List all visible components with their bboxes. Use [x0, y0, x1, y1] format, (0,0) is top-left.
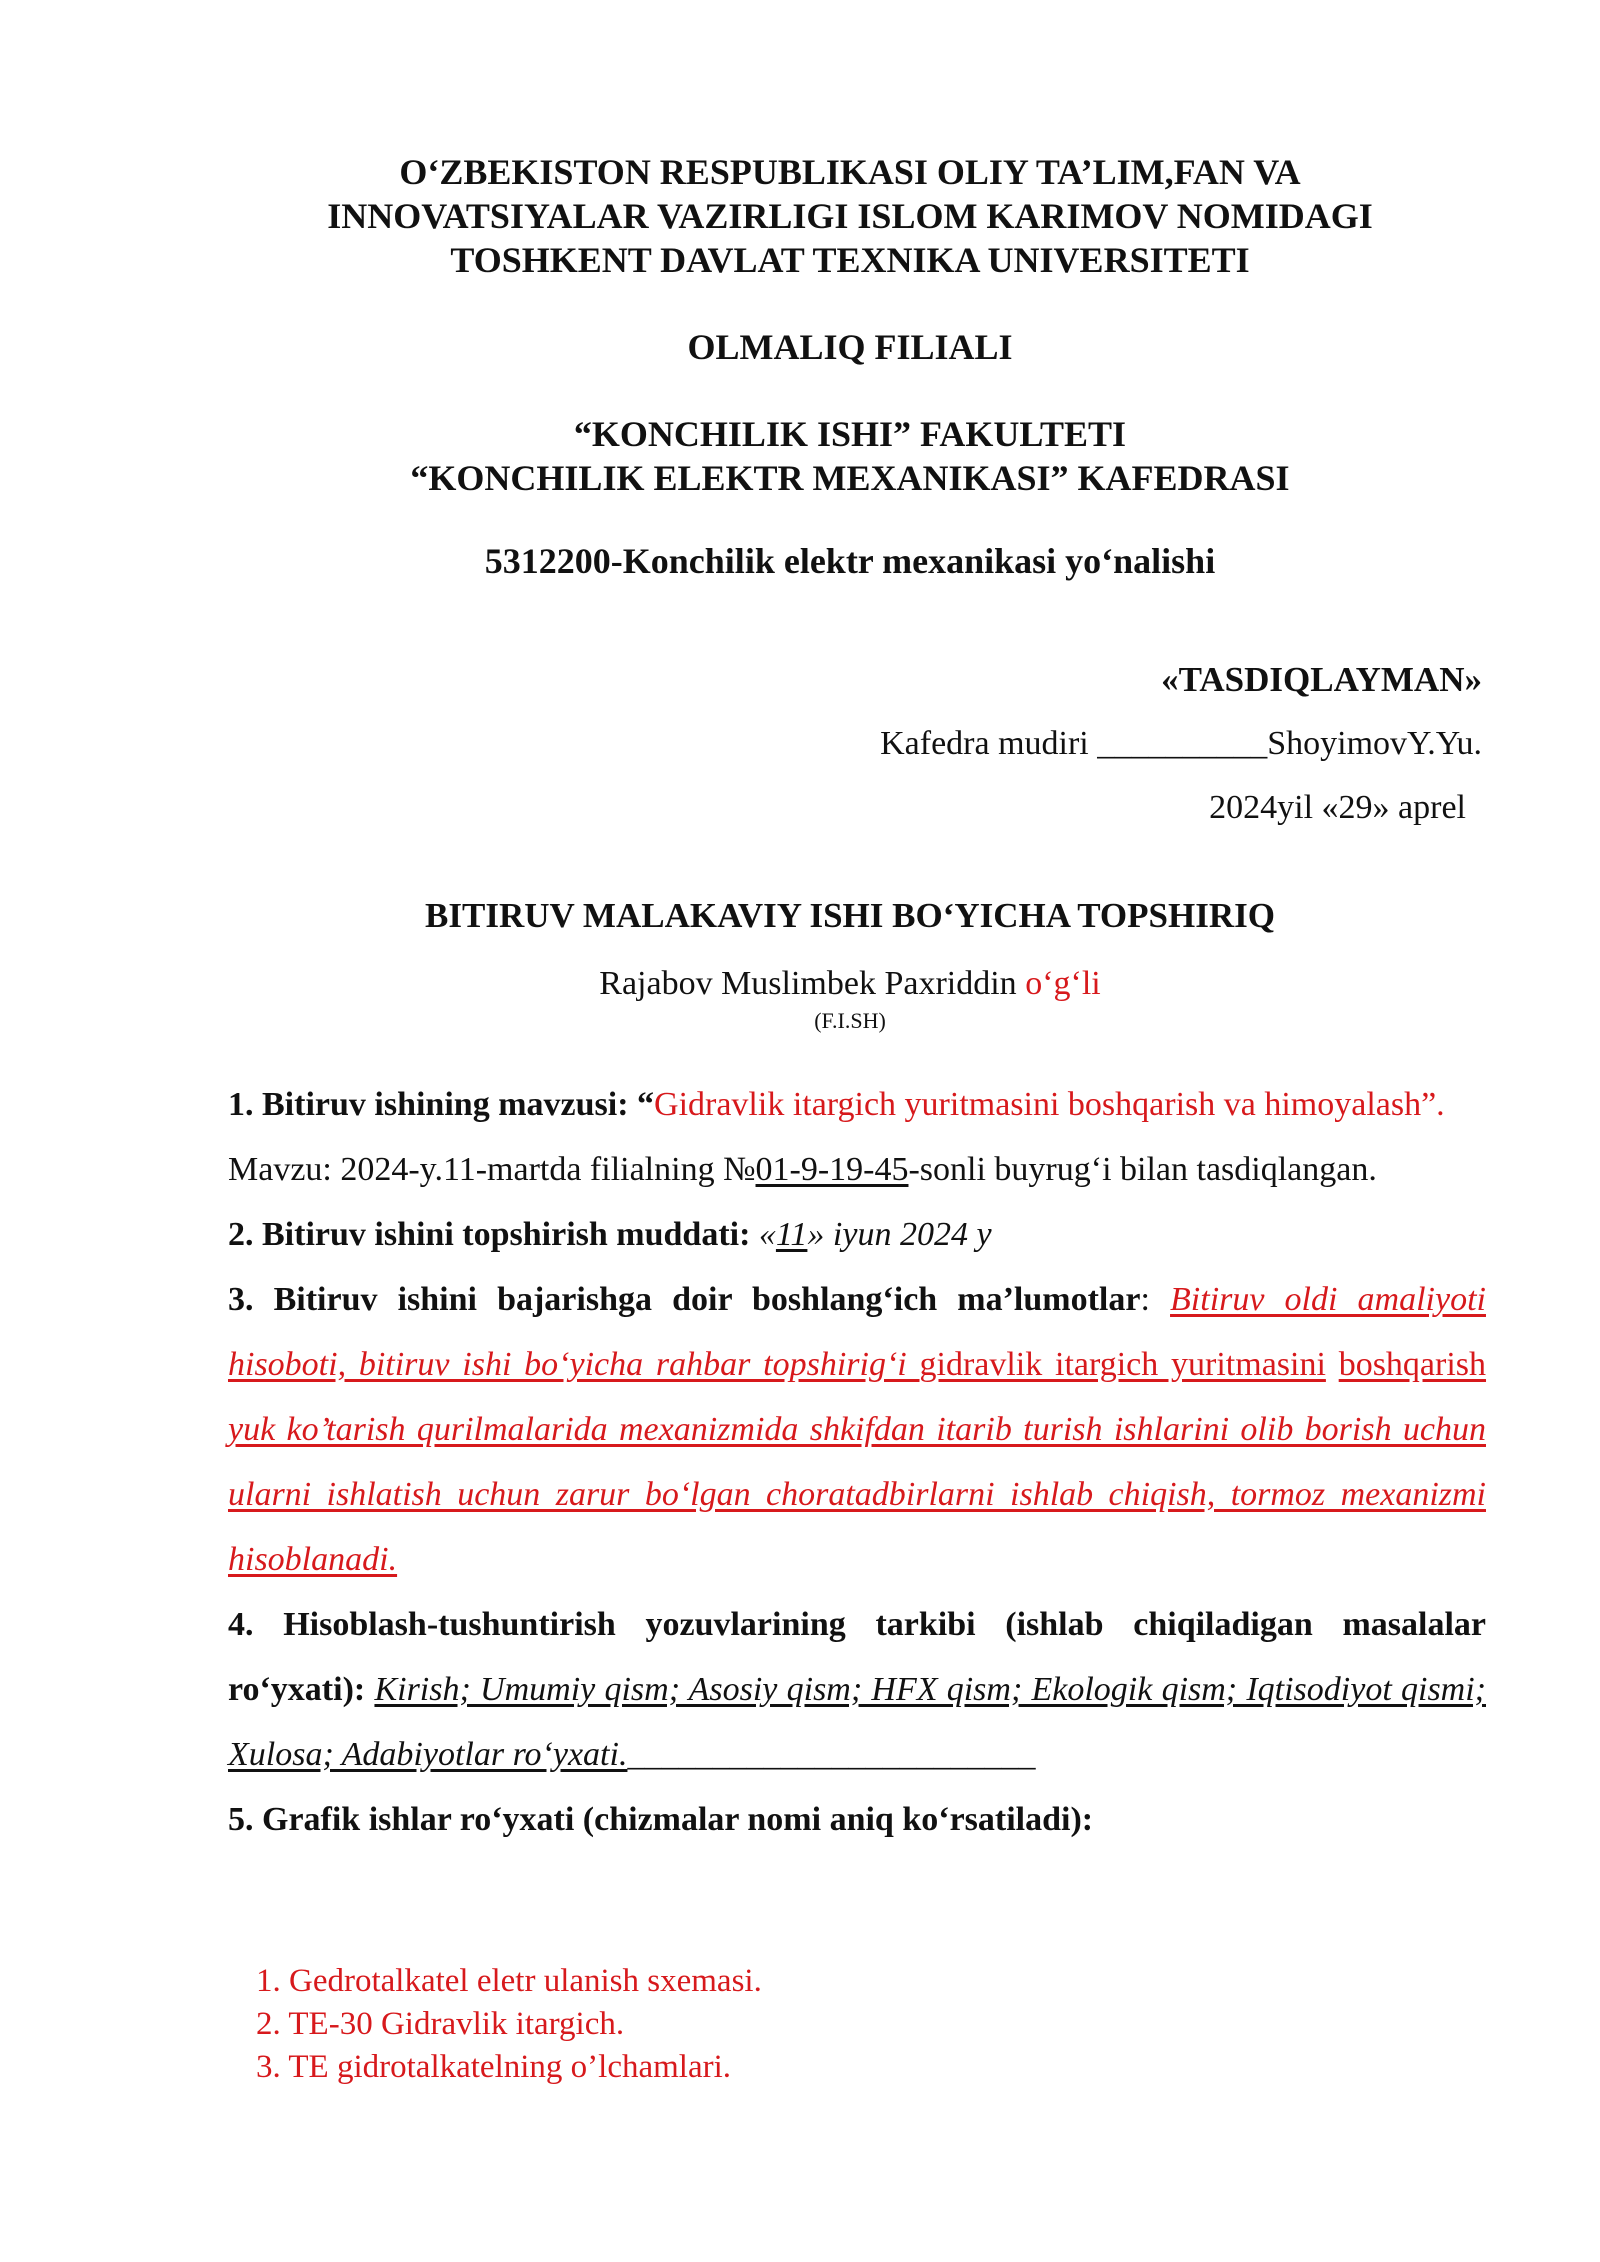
student-name-suffix: o‘g‘li — [1025, 965, 1101, 1002]
item-5-graphics — [228, 1787, 1486, 1852]
item-5-label: 5. Grafik ishlar ro‘yxati (chizmalar nomi aniq ko‘rsatiladi): — [228, 1801, 1094, 1838]
approval-title: «TASDIQLAYMAN» — [1161, 660, 1482, 699]
item-4-trailing-line: ________________________ — [627, 1736, 1036, 1773]
item-3-text-b: gidravlik itargich yuritmasini — [919, 1346, 1326, 1383]
item-1-topic-text: Gidravlik itargich yuritmasini boshqarish va himoyalash”. — [654, 1086, 1445, 1123]
ministry-header — [200, 150, 1500, 282]
item-1-topic — [228, 1072, 1486, 1137]
item-1-approval-pre: Mavzu: 2024-y.11-martda filialning № — [228, 1151, 756, 1188]
item-1-approval — [228, 1137, 1486, 1202]
item-3-label: 3. Bitiruv ishini bajarishga doir boshlang‘ich ma’lumotlar — [228, 1281, 1141, 1318]
item-3-text-e: yuk ko’tarish qurilmalarida mexanizmida shkifdan itarib turish ishlarini olib borish uchun ularni ishlatish uchun zarur bo‘lgan choratadbirlarni ishlab chiqish, tormoz mexanizmi hisoblanadi. — [228, 1411, 1486, 1578]
item-4-label: 4. Hisoblash-tushuntirish yozuvlarining tarkibi (ishlab chiqiladigan masalalar ro‘yxati): — [228, 1606, 1486, 1708]
faculty-name: “KONCHILIK ISHI” FAKULTETI — [573, 414, 1127, 454]
student-name — [200, 965, 1500, 1003]
approval-block — [880, 648, 1482, 840]
item-3-text-c — [1326, 1346, 1339, 1383]
item-1-order-number: 01-9-19-45 — [755, 1151, 909, 1188]
fish-label: (F.I.SH) — [814, 1008, 886, 1033]
item-2-date-post: » iyun 2024 y — [807, 1216, 992, 1253]
list-item: 2. TE-30 Gidravlik itargich. — [256, 2006, 625, 2042]
item-2-date-pre: « — [758, 1216, 776, 1253]
header-line-3: TOSHKENT DAVLAT TEXNIKA UNIVERSITETI — [450, 240, 1250, 280]
item-2-label: 2. Bitiruv ishini topshirish muddati: — [228, 1216, 759, 1253]
student-name-main: Rajabov Muslimbek Paxriddin — [599, 965, 1026, 1002]
list-item: 3. TE gidrotalkatelning o’lchamlari. — [256, 2049, 732, 2085]
item-3-initial-data — [228, 1267, 1486, 1592]
item-2-deadline — [228, 1202, 1486, 1267]
approval-date: 2024yil «29» aprel — [1209, 789, 1466, 826]
item-4-contents — [228, 1592, 1486, 1787]
list-item: 1. Gedrotalkatel eletr ulanish sxemasi. — [256, 1963, 762, 1999]
item-3-text-a: Bitiruv oldi amaliyoti hisoboti, bitiruv ishi bo‘yicha rahbar topshirig‘i — [228, 1281, 1486, 1383]
specialty: 5312200-Konchilik elektr mexanikasi yo‘nalishi — [484, 541, 1216, 581]
item-3-text-d: boshqarish — [1338, 1346, 1487, 1383]
item-3-colon: : — [1140, 1281, 1171, 1318]
header-line-1: O‘ZBEKISTON RESPUBLIKASI OLIY TA’LIM,FAN VA — [399, 152, 1301, 192]
drawings-list — [256, 1960, 762, 2089]
department-name: “KONCHILIK ELEKTR MEXANIKASI” KAFEDRASI — [410, 458, 1290, 498]
item-4-content: Kirish; Umumiy qism; Asosiy qism; HFX qism; Ekologik qism; Iqtisodiyot qismi; Xulosa; Adabiyotlar ro‘yxati. — [228, 1671, 1486, 1773]
assignment-title: BITIRUV MALAKAVIY ISHI BO‘YICHA TOPSHIRIQ — [425, 896, 1275, 935]
assignment-body — [228, 1072, 1486, 1852]
item-2-date-day: 11 — [775, 1216, 808, 1253]
header-line-2: INNOVATSIYALAR VAZIRLIGI ISLOM KARIMOV NOMIDAGI — [327, 196, 1373, 236]
item-1-approval-post: -sonli buyrug‘i bilan tasdiqlangan. — [908, 1151, 1377, 1188]
faculty-block — [200, 412, 1500, 500]
approval-head-line: Kafedra mudiri __________ShoyimovY.Yu. — [880, 725, 1482, 762]
item-1-label: 1. Bitiruv ishining mavzusi: “ — [228, 1086, 655, 1123]
branch-name: OLMALIQ FILIALI — [687, 327, 1013, 367]
